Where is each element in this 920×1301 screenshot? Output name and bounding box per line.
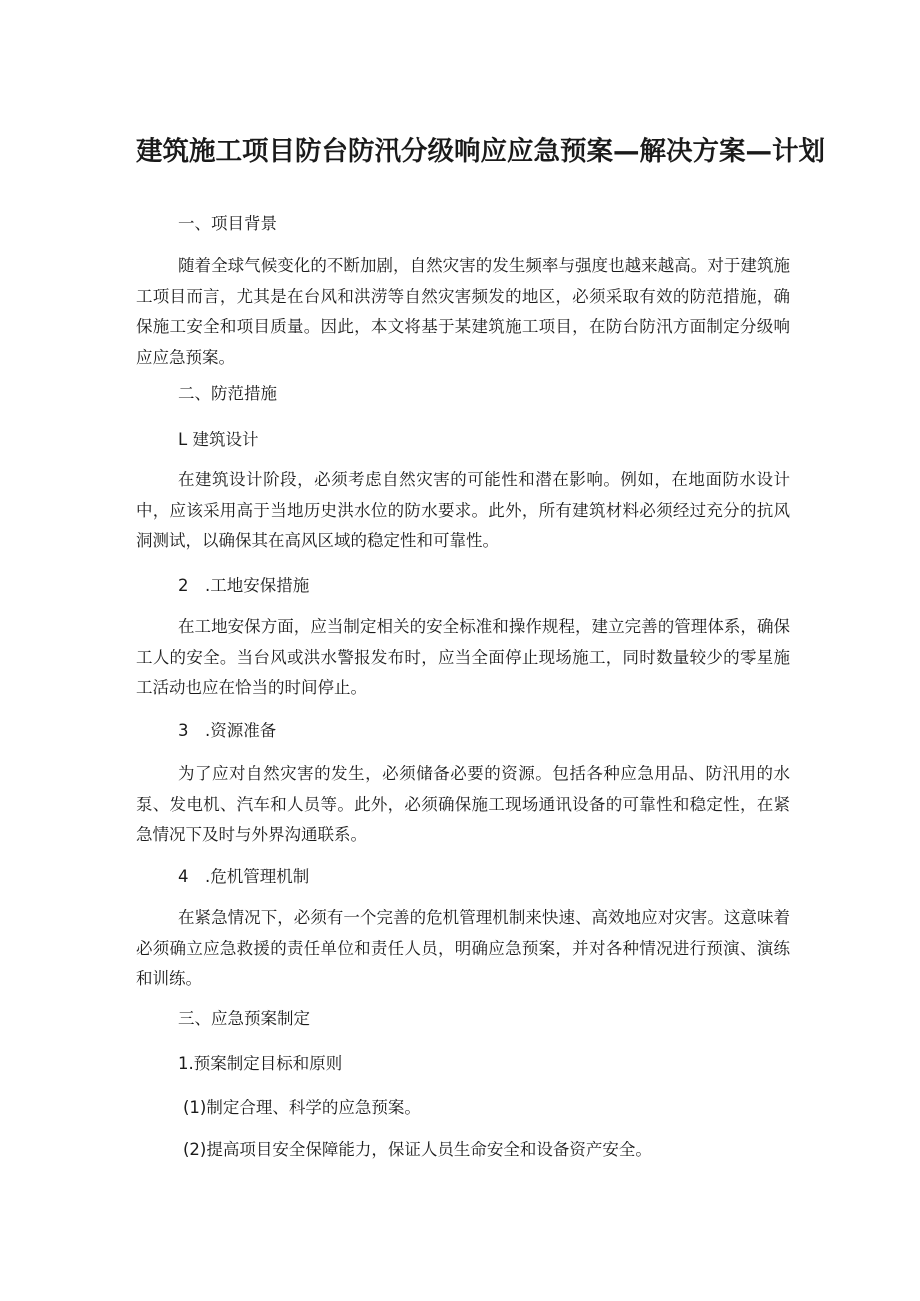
subheading-resource-preparation: 3 .资源准备 bbox=[178, 721, 277, 740]
subheading-building-design: L 建筑设计 bbox=[178, 430, 259, 449]
section-heading-background: 一、项目背景 bbox=[178, 214, 277, 233]
list-item-goal-2: (2)提高项目安全保障能力，保证人员生命安全和设备资产安全。 bbox=[183, 1140, 652, 1159]
subheading-site-security: 2 .工地安保措施 bbox=[178, 576, 310, 595]
paragraph-building-design: 在建筑设计阶段，必须考虑自然灾害的可能性和潜在影响。例如，在地面防水设计中，应该采用高于当地历史洪水位的防水要求。此外，所有建筑材料必须经过充分的抗风洞测试，以确保其在高风区域的稳定性和可靠性。 bbox=[136, 470, 790, 550]
section-heading-emergency-plan: 三、应急预案制定 bbox=[178, 1009, 310, 1028]
subheading-plan-goals: 1.预案制定目标和原则 bbox=[178, 1054, 343, 1073]
paragraph-background: 随着全球气候变化的不断加剧，自然灾害的发生频率与强度也越来越高。对于建筑施工项目而言，尤其是在台风和洪涝等自然灾害频发的地区，必须采取有效的防范措施，确保施工安全和项目质量。因此，本文将基于某建筑施工项目，在防台防汛方面制定分级响应应急预案。 bbox=[136, 256, 790, 367]
paragraph-site-security: 在工地安保方面，应当制定相关的安全标准和操作规程，建立完善的管理体系，确保工人的安全。当台风或洪水警报发布时，应当全面停止现场施工，同时数量较少的零星施工活动也应在恰当的时间停止。 bbox=[136, 617, 790, 697]
subheading-crisis-management: 4 .危机管理机制 bbox=[178, 867, 310, 886]
section-heading-prevention: 二、防范措施 bbox=[178, 384, 277, 403]
paragraph-crisis-management: 在紧急情况下，必须有一个完善的危机管理机制来快速、高效地应对灾害。这意味着必须确立应急救援的责任单位和责任人员，明确应急预案，并对各种情况进行预演、演练和训练。 bbox=[136, 908, 790, 988]
paragraph-resource-preparation: 为了应对自然灾害的发生，必须储备必要的资源。包括各种应急用品、防汛用的水泵、发电机、汽车和人员等。此外，必须确保施工现场通讯设备的可靠性和稳定性，在紧急情况下及时与外界沟通联系。 bbox=[136, 764, 790, 844]
list-item-goal-1: (1)制定合理、科学的应急预案。 bbox=[183, 1098, 421, 1117]
document-title: 建筑施工项目防台防汛分级响应应急预案—解决方案—计划 bbox=[136, 136, 825, 167]
